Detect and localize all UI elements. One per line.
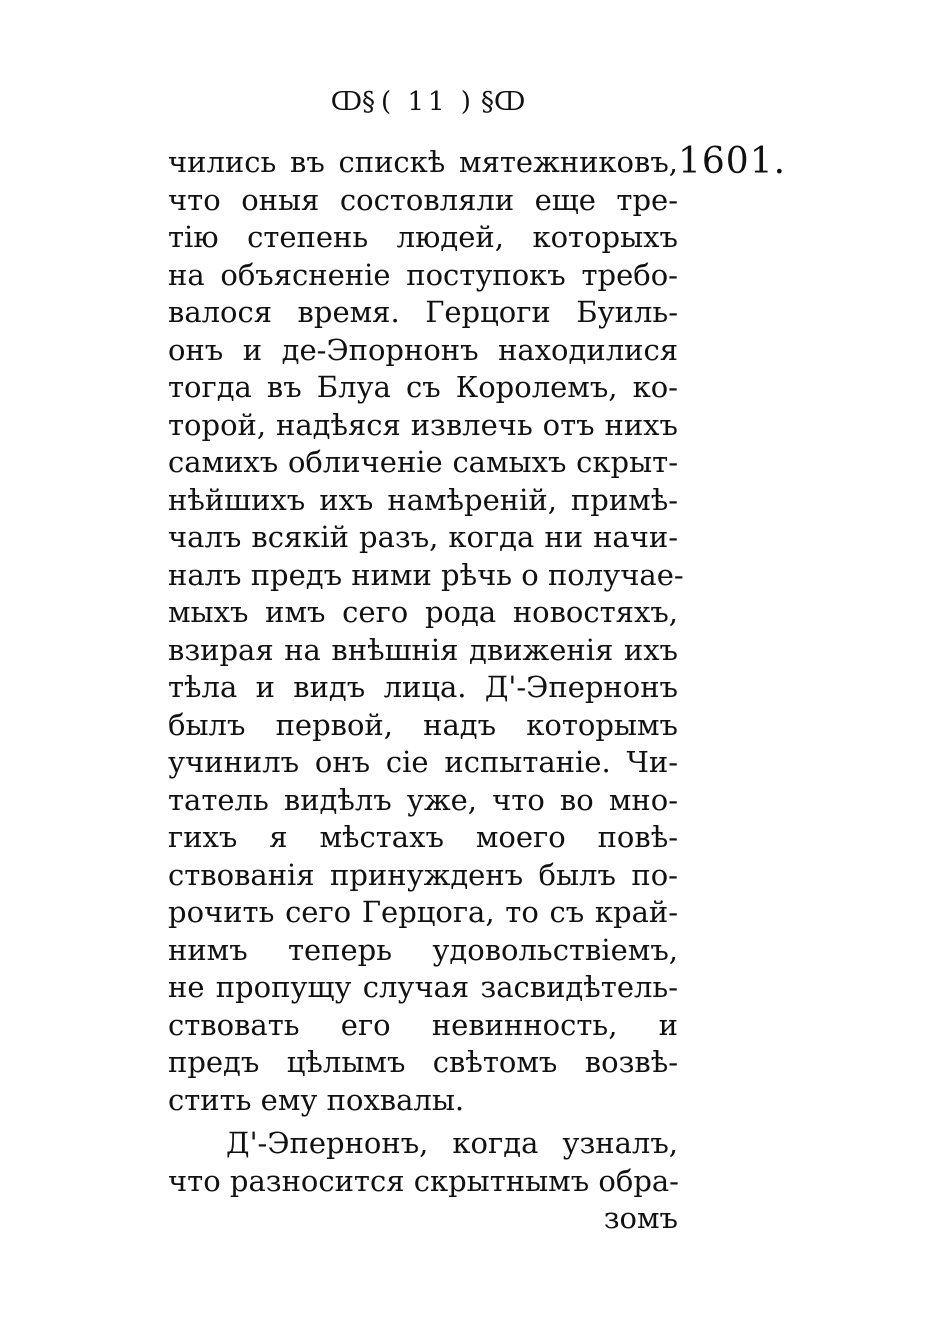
text-line: предъ цѣлымъ свѣтомъ возвѣ- (168, 1045, 678, 1079)
text-line: мыхъ имъ сего рода новостяхъ, (168, 595, 678, 629)
text-line: ствованія принужденъ былъ по- (168, 857, 678, 892)
page-header (318, 82, 538, 122)
text-line: тогда въ Блуа съ Королемъ, ко- (168, 370, 678, 404)
text-line: чалъ всякій разъ, когда ни начи- (168, 520, 678, 554)
text-line: онъ и де-Эпорнонъ находилися (168, 332, 678, 367)
text-line: не пропущу случая засвидѣтель- (168, 970, 678, 1004)
text-line: тѣла и видъ лица. Д'-Эпернонъ (168, 670, 678, 704)
catchword: зомъ (603, 1201, 678, 1235)
paragraph-2 (168, 1125, 678, 1200)
text-line: татель видѣлъ уже, что во мно- (168, 782, 678, 817)
text-line: взирая на внѣшнія движенія ихъ (168, 632, 678, 667)
ornament-right: §ↀ (480, 87, 526, 117)
body-text (168, 144, 684, 1238)
paragraph-1 (168, 144, 684, 1119)
text-line: нимъ теперь удовольствіемъ, (168, 932, 678, 967)
text-line: гихъ я мѣстахъ моего повѣ- (168, 820, 678, 854)
text-line: учинилъ онъ сіе испытаніе. Чи- (168, 745, 678, 779)
text-line: налъ предъ ними рѣчь о получае- (168, 557, 684, 592)
text-line: ствовать его невинность, и (168, 1007, 678, 1042)
text-line: Д'-Эпернонъ, когда узналъ, (226, 1126, 678, 1160)
text-line: торой, надѣяся извлечь отъ нихъ (168, 407, 678, 442)
text-line: нѣйшихъ ихъ намѣреній, примѣ- (168, 482, 678, 517)
page-number: ( 11 ) (381, 87, 475, 117)
text-line: рочить сего Герцога, то съ край- (168, 895, 678, 929)
text-line: стить ему похвалы. (168, 1082, 465, 1117)
ornament-left: ↀ§ (330, 87, 376, 117)
text-line: тію степень людей, которыхъ (168, 220, 678, 254)
margin-year-note: 1601. (678, 141, 787, 182)
text-line: что разносится скрытнымъ обра- (168, 1163, 679, 1198)
text-line: самихъ обличеніе самыхъ скрыт- (168, 445, 678, 479)
text-line: что оныя состовляли еще тре- (168, 182, 678, 217)
text-line: былъ первой, надъ которымъ (168, 707, 678, 742)
text-line: на объясненіе поступокъ требо- (168, 257, 678, 292)
text-line: валося время. Герцоги Буиль- (168, 295, 678, 329)
text-line: чились въ спискѣ мятежниковъ, (168, 145, 678, 179)
